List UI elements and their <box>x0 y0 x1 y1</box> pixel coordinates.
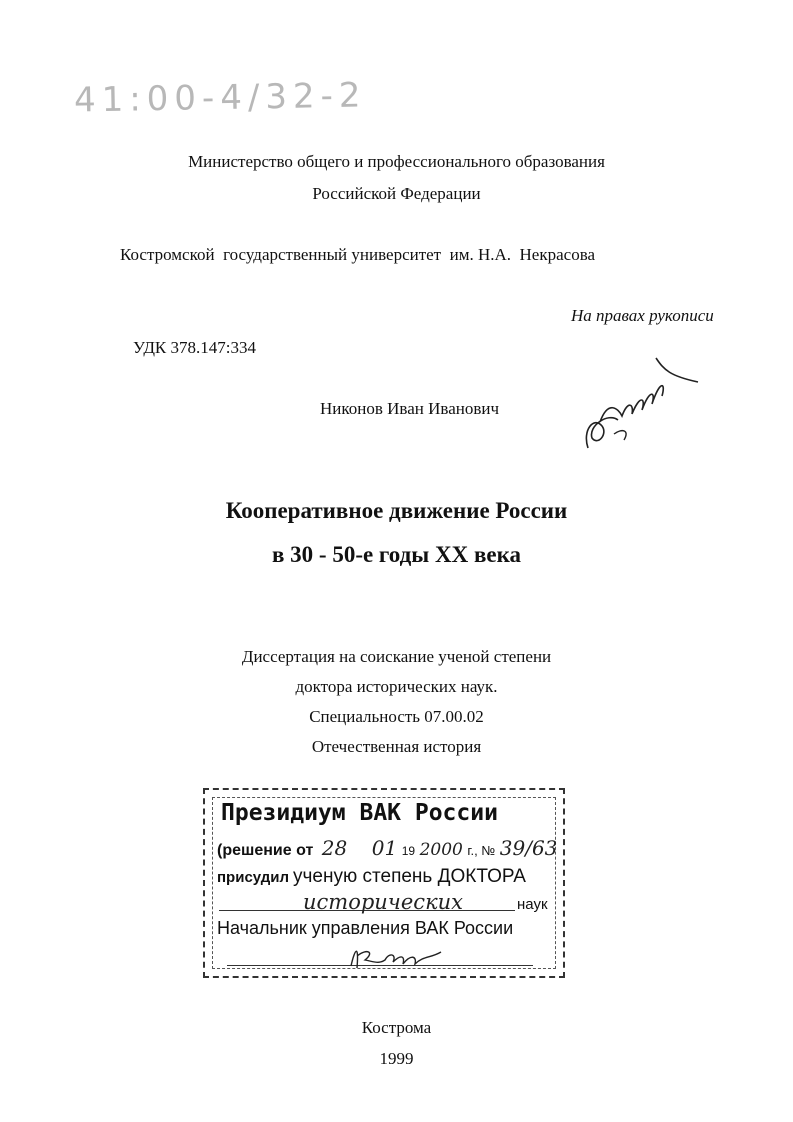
vak-stamp <box>203 788 565 978</box>
stamp-awarded-line <box>217 866 526 888</box>
author-name: Никонов Иван Иванович <box>320 399 500 418</box>
stamp-title: Президиум ВАК России <box>221 800 498 826</box>
decision-month: 01 <box>371 836 398 860</box>
archive-number: 41:00-4/32-2 <box>73 75 367 121</box>
decision-prefix: (решение от <box>217 842 314 859</box>
decision-year: 2000 <box>419 840 463 860</box>
federation-line: Российской Федерации <box>312 184 481 203</box>
description-line-2: доктора исторических наук. <box>295 677 498 696</box>
stamp-head-title: Начальник управления ВАК России <box>217 918 514 938</box>
decision-number: 39/63 <box>499 836 558 860</box>
dissertation-title-line-2: в 30 - 50-е годы XX века <box>271 542 521 567</box>
dissertation-title-line-1: Кооперативное движение России <box>225 498 568 523</box>
stamp-decision-line <box>217 836 557 860</box>
udc-code: УДК 378.147:334 <box>133 338 256 357</box>
rights-note: На правах рукописи <box>571 306 714 325</box>
ministry-line: Министерство общего и профессионального образования <box>188 152 605 171</box>
university-line: Костромской государственный университет им. Н.А. Некрасова <box>120 245 596 264</box>
awarded-text: ученую степень ДОКТОРА <box>293 866 526 887</box>
science-suffix: наук <box>517 896 548 913</box>
specialty-code: Специальность 07.00.02 <box>309 707 484 726</box>
decision-day: 28 <box>321 836 348 860</box>
description-line-1: Диссертация на соискание ученой степени <box>241 647 552 666</box>
year: 1999 <box>379 1049 414 1068</box>
city: Кострома <box>361 1018 432 1037</box>
specialty-name: Отечественная история <box>311 737 482 756</box>
awarded-prefix: присудил <box>217 869 290 886</box>
head-signature <box>345 938 445 972</box>
science-handwritten: исторических <box>303 890 463 914</box>
author-signature <box>578 330 703 460</box>
year-prefix: 19 <box>401 844 416 858</box>
number-label: г., № <box>467 843 496 858</box>
